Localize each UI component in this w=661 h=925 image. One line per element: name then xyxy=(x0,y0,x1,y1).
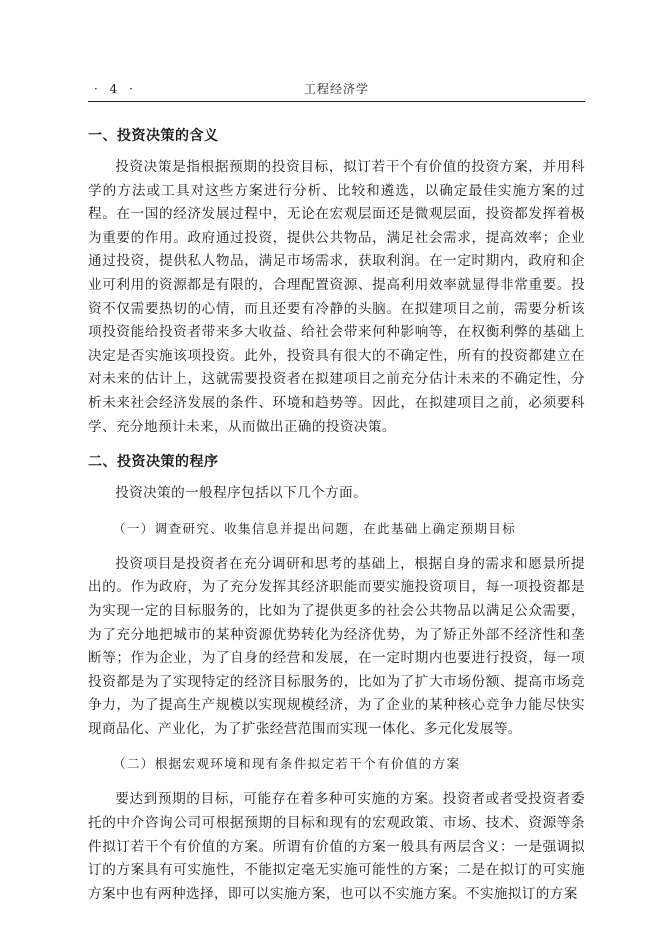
section-heading-1: 一、投资决策的含义 xyxy=(88,128,219,144)
subsection1-paragraph: 投资项目是投资者在充分调研和思考的基础上，根据自身的需求和愿景所提出的。作为政府，为了充分发挥其经济职能而要实施投资项目，每一项投资都是为实现一定的目标服务的，比如为了提供更多的社会公共物品以满足公众需要，为了充分地把城市的某种资源优势转化为经济优势，为了矫正外部不经济性和垄断等；作为企业，为了自身的经营和发展，在一定时期内也要进行投资，每一项投资都是为了实现特定的经济目标服务的，比如为了扩大市场份额、提高市场竞争力，为了提高生产规模以实现规模经济，为了企业的某种核心竞争力能尽快实现商品化、产业化，为了扩张经营范围而实现一体化、多元化发展等。 xyxy=(88,555,585,737)
section1-paragraph: 投资决策是指根据预期的投资目标，拟订若干个有价值的投资方案，并用科学的方法或工具对这些方案进行分析、比较和遴选，以确定最佳实施方案的过程。在一国的经济发展过程中，无论在宏观层面还是微观层面，投资都发挥着极为重要的作用。政府通过投资，提供公共物品，满足社会需求，提高效率；企业通过投资，提供私人物品，满足市场需求，获取利润。在一定时期内，政府和企业可利用的资源都是有限的，合理配置资源、提高利用效率就显得非常重要。投资不仅需要热切的心情，而且还要有冷静的头脑。在拟建项目之前，需要分析该项投资能给投资者带来多大收益、给社会带来何种影响等，在权衡利弊的基础上决定是否实施该项投资。此外，投资具有很大的不确定性，所有的投资都建立在对未来的估计上，这就需要投资者在拟建项目之前充分估计未来的不确定性，分析未来社会经济发展的条件、环境和趋势等。因此，在拟建项目之前，必须要科学、充分地预计未来，从而做出正确的投资决策。 xyxy=(88,159,585,435)
book-title: 工程经济学 xyxy=(303,82,369,96)
page-body xyxy=(88,126,585,919)
section2-intro: 投资决策的一般程序包括以下几个方面。 xyxy=(115,485,368,502)
subsection-heading-2: （二）根据宏观环境和现有条件拟定若干个有价值的方案 xyxy=(113,756,461,772)
page-number: · 4 · xyxy=(94,82,137,96)
subsection2-paragraph: 要达到预期的目标，可能存在着多种可实施的方案。投资者或者受投资者委托的中介咨询公司可根据预期的目标和现有的宏观政策、市场、技术、资源等条件拟订若干个有价值的方案。所谓有价值的方案一般具有两层含义：一是强调拟订的方案具有可实施性，不能拟定毫无实施可能性的方案；二是在拟订的可实施方案中也有两种选择，即可以实施方案，也可以不实施方案。不实施拟订的方案 xyxy=(88,791,585,902)
header-rule xyxy=(88,101,585,102)
running-header xyxy=(88,80,585,98)
subsection-heading-1: （一）调查研究、收集信息并提出问题，在此基础上确定预期目标 xyxy=(113,520,517,536)
section-heading-2: 二、投资决策的程序 xyxy=(88,454,219,471)
